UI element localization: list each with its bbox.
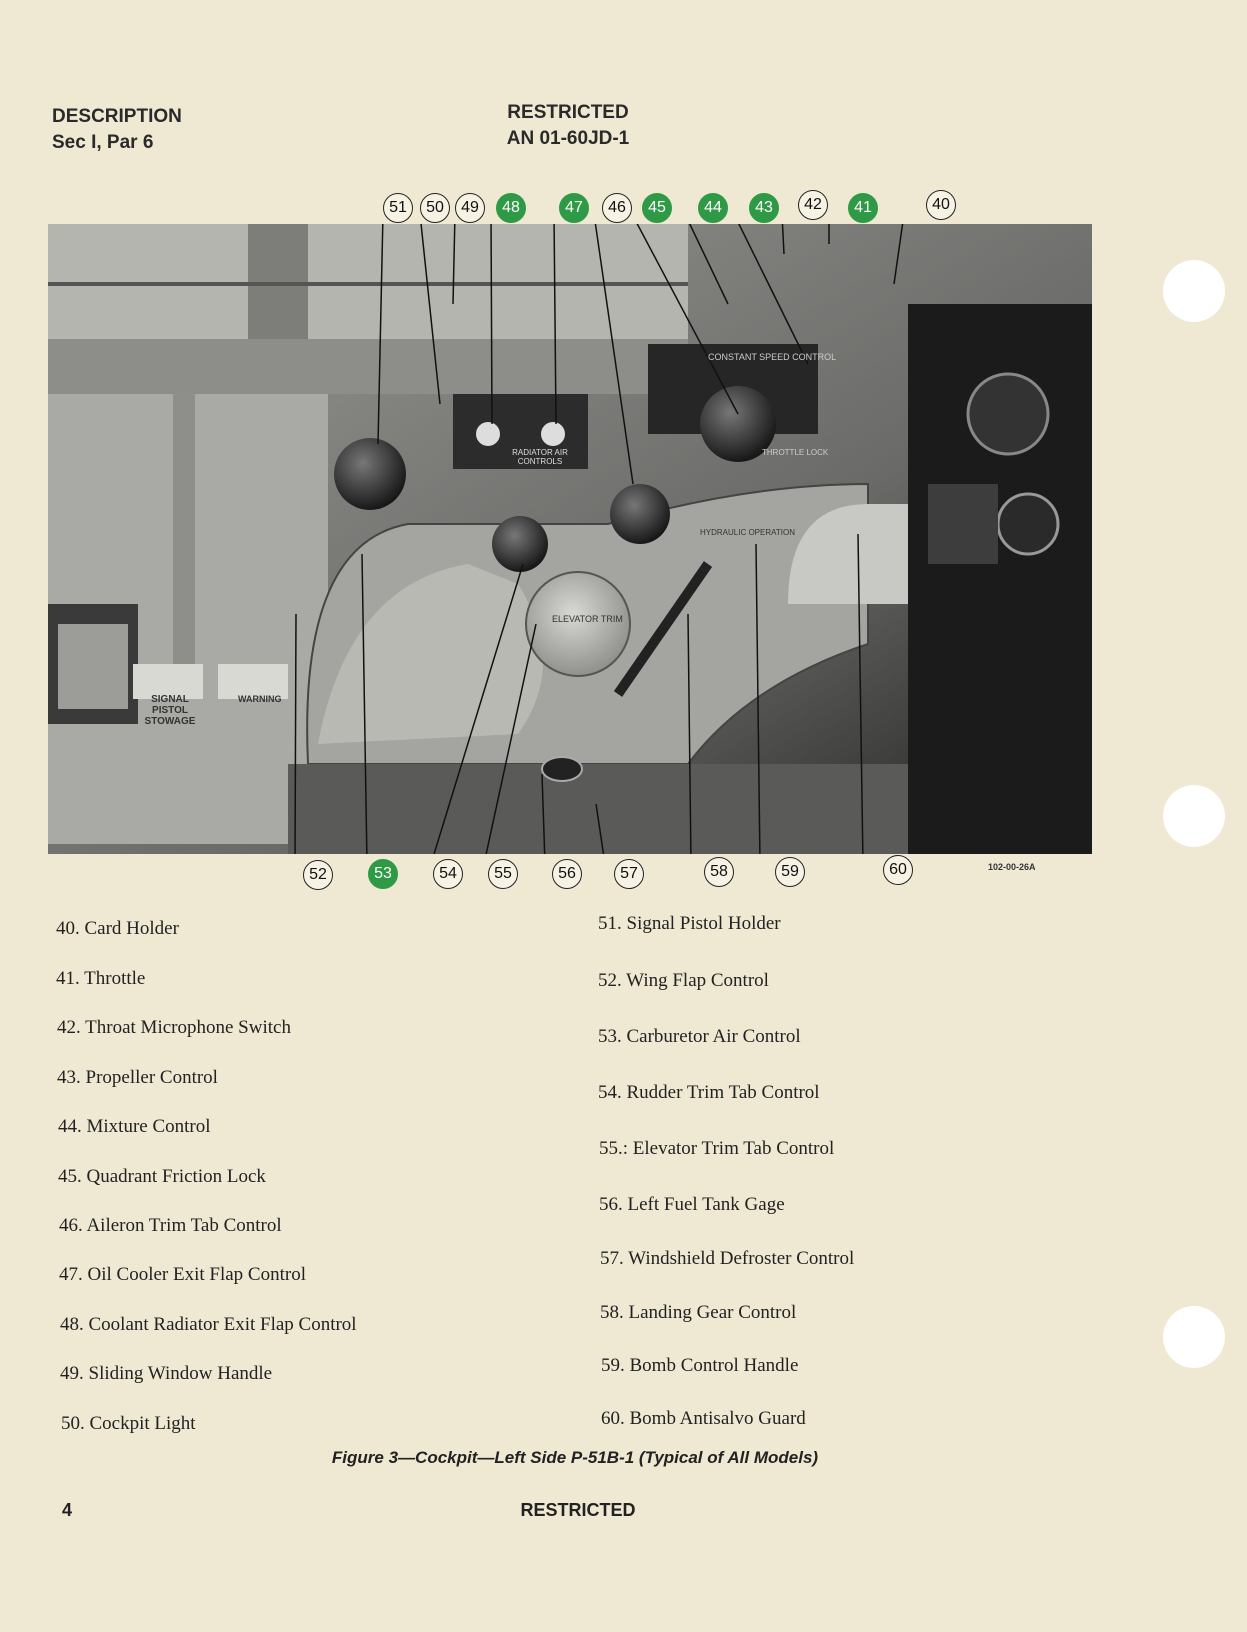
legend-item: 49. Sliding Window Handle — [60, 1363, 273, 1384]
callout-43: 43 — [749, 193, 779, 223]
legend-item: 56. Left Fuel Tank Gage — [599, 1194, 785, 1215]
legend-item: 47. Oil Cooler Exit Flap Control — [59, 1264, 306, 1285]
legend-item: 50. Cockpit Light — [61, 1413, 196, 1434]
legend-item: 60. Bomb Antisalvo Guard — [601, 1408, 806, 1429]
legend-item: 48. Coolant Radiator Exit Flap Control — [60, 1314, 357, 1335]
callout-42: 42 — [798, 190, 828, 220]
warning-placard: WARNING — [238, 694, 282, 704]
constant-speed-placard: CONSTANT SPEED CONTROL — [708, 352, 837, 362]
legend-item: 43. Propeller Control — [57, 1067, 218, 1088]
elevator-trim-placard: ELEVATOR TRIM — [552, 614, 623, 624]
legend-item: 46. Aileron Trim Tab Control — [59, 1215, 282, 1236]
callout-58: 58 — [704, 857, 734, 887]
legend-item: 51. Signal Pistol Holder — [598, 913, 781, 934]
legend-item: 41. Throttle — [56, 968, 146, 989]
legend-item: 45. Quadrant Friction Lock — [58, 1166, 266, 1187]
callout-46: 46 — [602, 193, 632, 223]
figure-caption: Figure 3—Cockpit—Left Side P-51B-1 (Typical of All Models) — [331, 1448, 819, 1467]
section-header — [52, 104, 182, 156]
callout-41: 41 — [848, 193, 878, 223]
legend-item: 53. Carburetor Air Control — [598, 1026, 801, 1047]
callout-45: 45 — [642, 193, 672, 223]
callout-53: 53 — [368, 859, 398, 889]
callout-57: 57 — [614, 859, 644, 889]
binder-hole-middle — [1163, 785, 1225, 847]
legend-item: 55.: Elevator Trim Tab Control — [599, 1138, 835, 1159]
radiator-controls-placard: RADIATOR AIR CONTROLS — [512, 448, 568, 466]
throttle-lock-placard: THROTTLE LOCK — [762, 448, 829, 457]
callout-49: 49 — [455, 193, 485, 223]
cockpit-photo — [48, 224, 1092, 854]
callout-54: 54 — [433, 859, 463, 889]
callout-48: 48 — [496, 193, 526, 223]
signal-pistol-placard: SIGNAL PISTOL STOWAGE — [144, 694, 196, 727]
callout-51: 51 — [383, 193, 413, 223]
legend-item: 57. Windshield Defroster Control — [600, 1248, 855, 1269]
legend-item: 52. Wing Flap Control — [598, 970, 769, 991]
legend-item: 40. Card Holder — [56, 918, 179, 939]
classification-footer: RESTRICTED — [520, 1500, 636, 1520]
legend-item: 42. Throat Microphone Switch — [57, 1017, 291, 1038]
callout-60: 60 — [883, 855, 913, 885]
legend-item: 44. Mixture Control — [58, 1116, 211, 1137]
legend-item: 58. Landing Gear Control — [600, 1302, 797, 1323]
callout-55: 55 — [488, 859, 518, 889]
binder-hole-top — [1163, 260, 1225, 322]
legend-item: 59. Bomb Control Handle — [601, 1355, 799, 1376]
page-number: 4 — [62, 1500, 73, 1520]
hydraulic-placard: HYDRAULIC OPERATION — [700, 528, 795, 537]
legend-item: 54. Rudder Trim Tab Control — [598, 1082, 820, 1103]
callout-44: 44 — [698, 193, 728, 223]
classification-label: RESTRICTED — [507, 102, 629, 123]
callout-56: 56 — [552, 859, 582, 889]
callout-50: 50 — [420, 193, 450, 223]
figure-code: 102-00-26A — [988, 862, 1036, 872]
document-number: AN 01-60JD-1 — [506, 128, 630, 149]
callout-59: 59 — [775, 857, 805, 887]
callout-47: 47 — [559, 193, 589, 223]
document-header — [480, 100, 656, 152]
cockpit-photo-drawing — [48, 224, 1092, 854]
callout-40: 40 — [926, 190, 956, 220]
section-title: DESCRIPTION — [52, 106, 182, 127]
section-paragraph: Sec I, Par 6 — [52, 132, 154, 153]
callout-52: 52 — [303, 860, 333, 890]
binder-hole-bottom — [1163, 1306, 1225, 1368]
